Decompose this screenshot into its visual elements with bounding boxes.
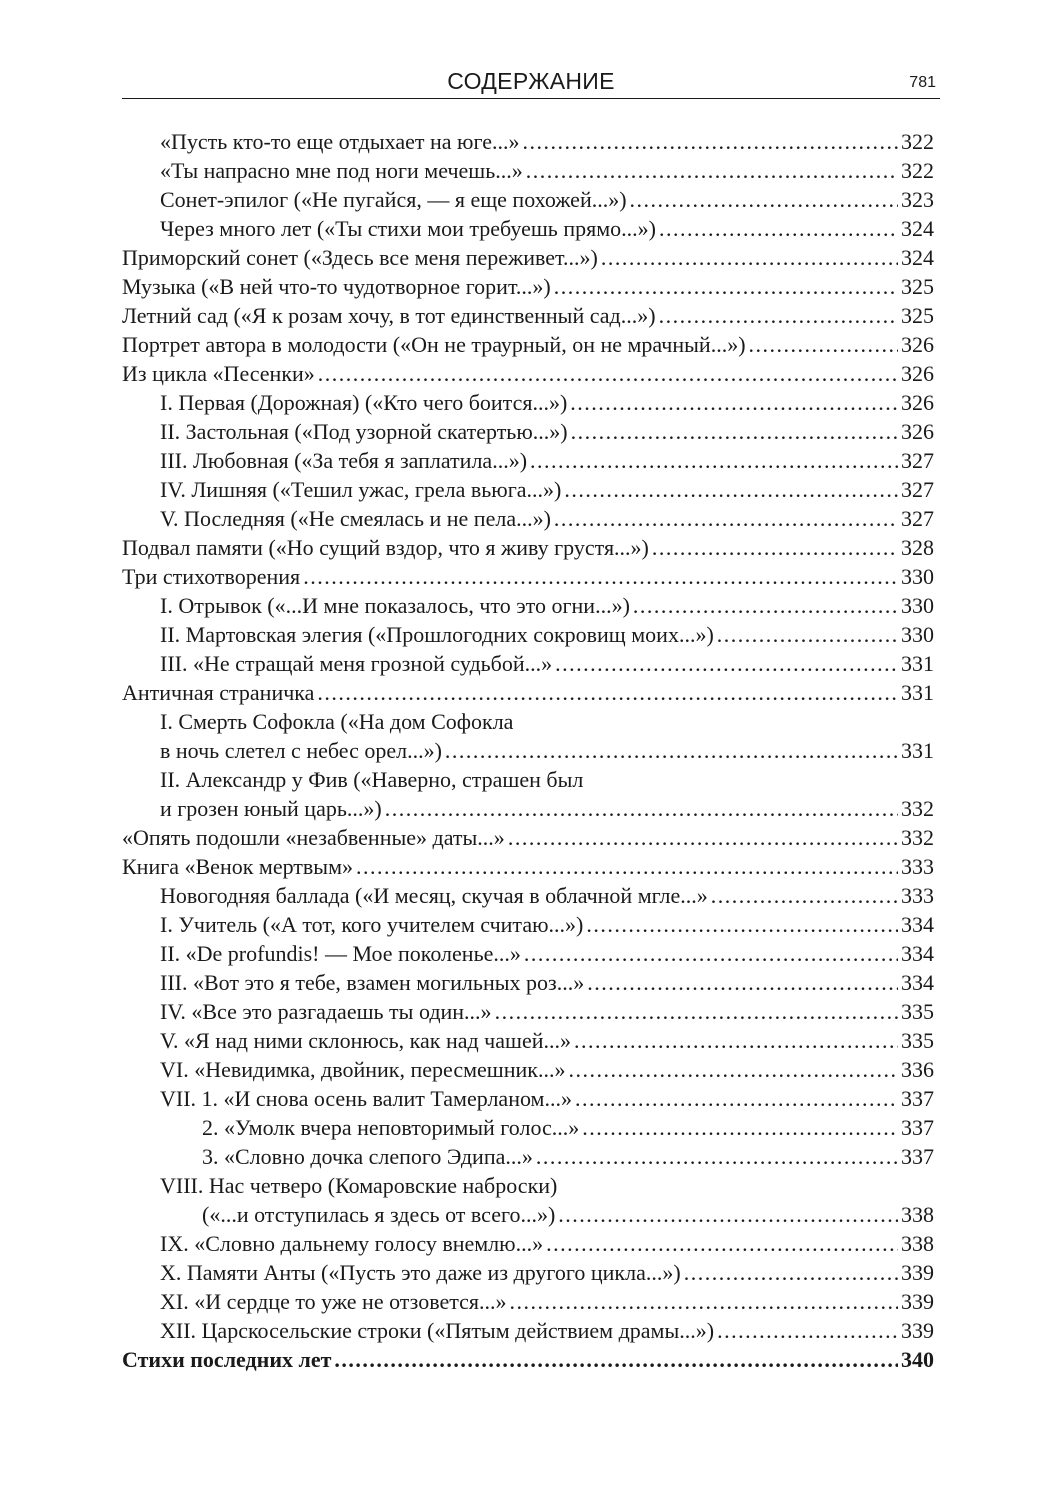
toc-entry-title: Стихи последних лет: [122, 1347, 332, 1372]
toc-entry-page: 339: [901, 1318, 934, 1343]
toc-entry-title: III. «Вот это я тебе, взамен могильных роз...»: [160, 970, 585, 995]
toc-leader-dots: [574, 1026, 898, 1055]
toc-entry-title: III. «Не стращай меня грозной судьбой...»: [160, 651, 553, 676]
toc-entry-page: 337: [901, 1086, 934, 1111]
toc-entry-title: «Пусть кто-то еще отдыхает на юге...»: [160, 129, 520, 154]
toc-entry-page: 340: [901, 1347, 934, 1372]
toc-entry: [122, 794, 934, 823]
toc-entry-page: 331: [901, 680, 934, 705]
toc-entry-title: в ночь слетел с небес орел...»): [160, 738, 442, 763]
toc-leader-dots: [317, 678, 898, 707]
toc-entry: [122, 1287, 934, 1316]
page-number: 781: [909, 74, 936, 91]
toc-entry-page: 324: [901, 216, 934, 241]
toc-entry: [122, 504, 934, 533]
toc-entry-page: 333: [901, 883, 934, 908]
toc-leader-dots: [582, 1113, 898, 1142]
toc-entry-title: Летний сад («Я к розам хочу, в тот единственный сад...»): [122, 303, 656, 328]
toc-entry-page: 326: [901, 332, 934, 357]
toc-entry-page: 335: [901, 1028, 934, 1053]
toc-entry-title: Через много лет («Ты стихи мои требуешь прямо...»): [160, 216, 656, 241]
toc-entry-page: 322: [901, 129, 934, 154]
toc-entry-page: 327: [901, 448, 934, 473]
toc-entry-title: Три стихотворения: [122, 564, 301, 589]
toc-entry: [122, 736, 934, 765]
toc-entry-title: II. Мартовская элегия («Прошлогодних сокровищ моих...»): [160, 622, 714, 647]
toc-entry: [122, 1200, 934, 1229]
toc-entry-page: 331: [901, 651, 934, 676]
toc-entry-page: 339: [901, 1289, 934, 1314]
toc-leader-dots: [749, 330, 898, 359]
toc-entry-page: 330: [901, 593, 934, 618]
toc-entry: [122, 533, 934, 562]
toc-entry: [122, 359, 934, 388]
toc-leader-dots: [575, 1084, 898, 1113]
toc-entry-page: 326: [901, 390, 934, 415]
toc-entry-title: I. Смерть Софокла («На дом Софокла: [160, 709, 514, 734]
toc-entry-page: 333: [901, 854, 934, 879]
page-header: [122, 62, 940, 99]
toc-entry-title: VI. «Невидимка, двойник, пересмешник...»: [160, 1057, 566, 1082]
toc-entry-page: 332: [901, 825, 934, 850]
toc-leader-dots: [495, 997, 898, 1026]
toc-entry-title: «Ты напрасно мне под ноги мечешь...»: [160, 158, 523, 183]
toc-leader-dots: [303, 562, 898, 591]
toc-entry-title: Новогодняя баллада («И месяц, скучая в облачной мгле...»: [160, 883, 708, 908]
toc-leader-dots: [555, 649, 898, 678]
toc-entry: [122, 1113, 934, 1142]
toc-entry-page: 337: [901, 1144, 934, 1169]
toc-entry-page: 326: [901, 419, 934, 444]
toc-leader-dots: [536, 1142, 898, 1171]
toc-entry: [122, 1258, 934, 1287]
toc-leader-dots: [510, 1287, 898, 1316]
toc-entry: [122, 417, 934, 446]
toc-leader-dots: [717, 1316, 898, 1345]
toc-entry: [122, 939, 934, 968]
toc-entry-page: 339: [901, 1260, 934, 1285]
toc-entry: [122, 910, 934, 939]
toc-entry-page: 323: [901, 187, 934, 212]
toc-entry-page: 327: [901, 477, 934, 502]
toc-entry: [122, 562, 934, 591]
toc-entry-page: 324: [901, 245, 934, 270]
toc-entry-page: 326: [901, 361, 934, 386]
toc-entry: [122, 1142, 934, 1171]
toc-leader-dots: [633, 591, 898, 620]
toc-entry-title: VIII. Нас четверо (Комаровские наброски): [160, 1173, 558, 1198]
toc-entry: [122, 707, 934, 736]
toc-entry-page: 338: [901, 1231, 934, 1256]
toc-entry: [122, 620, 934, 649]
toc-entry-title: Из цикла «Песенки»: [122, 361, 315, 386]
table-of-contents: [122, 127, 934, 1374]
toc-entry-page: 334: [901, 912, 934, 937]
toc-entry: [122, 388, 934, 417]
toc-entry-page: 330: [901, 622, 934, 647]
toc-leader-dots: [334, 1345, 898, 1374]
toc-entry: [122, 1316, 934, 1345]
toc-entry-page: 334: [901, 941, 934, 966]
toc-entry-title: II. «De profundis! — Мое поколенье...»: [160, 941, 521, 966]
page-title: СОДЕРЖАНИЕ: [447, 68, 615, 94]
toc-entry-title: VII. 1. «И снова осень валит Тамерланом...»: [160, 1086, 572, 1111]
toc-leader-dots: [601, 243, 898, 272]
toc-entry: [122, 301, 934, 330]
toc-entry-title: Сонет-эпилог («Не пугайся, — я еще похожей...»): [160, 187, 627, 212]
toc-leader-dots: [571, 417, 898, 446]
toc-entry: [122, 1345, 934, 1374]
toc-entry-title: I. Первая (Дорожная) («Кто чего боится...»): [160, 390, 568, 415]
toc-entry-title: «Опять подошли «незабвенные» даты...»: [122, 825, 505, 850]
toc-leader-dots: [587, 968, 898, 997]
toc-entry: [122, 185, 934, 214]
toc-entry-page: 334: [901, 970, 934, 995]
toc-entry: [122, 591, 934, 620]
toc-entry-title: и грозен юный царь...»): [160, 796, 382, 821]
toc-entry: [122, 1084, 934, 1113]
toc-entry-title: 3. «Словно дочка слепого Эдипа...»: [202, 1144, 533, 1169]
toc-entry-title: IX. «Словно дальнему голосу внемлю...»: [160, 1231, 544, 1256]
toc-entry-page: 337: [901, 1115, 934, 1140]
toc-leader-dots: [554, 504, 898, 533]
toc-entry: [122, 446, 934, 475]
toc-entry: [122, 968, 934, 997]
toc-entry-title: («...и отступилась я здесь от всего...»): [202, 1202, 556, 1227]
toc-leader-dots: [546, 1229, 898, 1258]
toc-entry-title: IV. Лишняя («Тешил ужас, грела вьюга...»): [160, 477, 562, 502]
toc-entry-title: Приморский сонет («Здесь все меня переживет...»): [122, 245, 598, 270]
toc-leader-dots: [570, 388, 898, 417]
toc-entry-title: IV. «Все это разгадаешь ты один...»: [160, 999, 492, 1024]
toc-entry: [122, 678, 934, 707]
toc-leader-dots: [558, 1200, 898, 1229]
toc-entry: [122, 1026, 934, 1055]
toc-leader-dots: [659, 214, 898, 243]
toc-leader-dots: [711, 881, 898, 910]
toc-entry-title: V. Последняя («Не смеялась и не пела...»): [160, 506, 551, 531]
toc-entry: [122, 1171, 934, 1200]
toc-entry-page: 335: [901, 999, 934, 1024]
toc-entry: [122, 475, 934, 504]
toc-entry: [122, 1055, 934, 1084]
toc-entry-title: V. «Я над ними склонюсь, как над чашей...»: [160, 1028, 571, 1053]
toc-entry-title: XI. «И сердце то уже не отзовется...»: [160, 1289, 507, 1314]
toc-leader-dots: [652, 533, 898, 562]
toc-entry-title: Подвал памяти («Но сущий вздор, что я живу грустя...»): [122, 535, 649, 560]
toc-leader-dots: [530, 446, 898, 475]
toc-leader-dots: [445, 736, 898, 765]
toc-leader-dots: [508, 823, 898, 852]
toc-entry: [122, 881, 934, 910]
toc-leader-dots: [522, 127, 898, 156]
toc-entry-page: 328: [901, 535, 934, 560]
toc-entry: [122, 156, 934, 185]
toc-leader-dots: [684, 1258, 898, 1287]
toc-entry-page: 330: [901, 564, 934, 589]
toc-entry: [122, 765, 934, 794]
toc-leader-dots: [385, 794, 898, 823]
toc-entry: [122, 243, 934, 272]
toc-entry-title: Античная страничка: [122, 680, 315, 705]
toc-entry-page: 327: [901, 506, 934, 531]
toc-leader-dots: [630, 185, 898, 214]
toc-entry: [122, 330, 934, 359]
toc-leader-dots: [526, 156, 898, 185]
toc-leader-dots: [659, 301, 898, 330]
toc-leader-dots: [586, 910, 898, 939]
toc-entry-page: 338: [901, 1202, 934, 1227]
toc-entry-page: 322: [901, 158, 934, 183]
toc-entry: [122, 852, 934, 881]
toc-entry: [122, 1229, 934, 1258]
toc-entry-page: 332: [901, 796, 934, 821]
toc-entry: [122, 127, 934, 156]
toc-leader-dots: [554, 272, 898, 301]
toc-entry-title: I. Учитель («А тот, кого учителем считаю...»): [160, 912, 584, 937]
toc-entry-page: 325: [901, 303, 934, 328]
toc-entry: [122, 823, 934, 852]
toc-leader-dots: [356, 852, 898, 881]
toc-entry-title: Книга «Венок мертвым»: [122, 854, 354, 879]
toc-leader-dots: [564, 475, 898, 504]
toc-entry: [122, 997, 934, 1026]
toc-leader-dots: [568, 1055, 898, 1084]
toc-leader-dots: [717, 620, 898, 649]
toc-leader-dots: [524, 939, 898, 968]
toc-entry-title: XII. Царскосельские строки («Пятым действием драмы...»): [160, 1318, 715, 1343]
toc-entry-page: 325: [901, 274, 934, 299]
toc-entry-title: III. Любовная («За тебя я заплатила...»): [160, 448, 528, 473]
toc-entry-title: Музыка («В ней что-то чудотворное горит...»): [122, 274, 551, 299]
toc-entry-title: Портрет автора в молодости («Он не траурный, он не мрачный...»): [122, 332, 746, 357]
toc-leader-dots: [318, 359, 898, 388]
toc-entry-page: 331: [901, 738, 934, 763]
toc-entry: [122, 272, 934, 301]
toc-entry-title: 2. «Умолк вчера неповторимый голос...»: [202, 1115, 580, 1140]
toc-entry-title: II. Александр у Фив («Наверно, страшен был: [160, 767, 584, 792]
toc-entry-title: I. Отрывок («...И мне показалось, что это огни...»): [160, 593, 630, 618]
toc-entry: [122, 649, 934, 678]
toc-entry-title: II. Застольная («Под узорной скатертью...»): [160, 419, 568, 444]
toc-entry-page: 336: [901, 1057, 934, 1082]
toc-entry: [122, 214, 934, 243]
toc-entry-title: X. Памяти Анты («Пусть это даже из другого цикла...»): [160, 1260, 681, 1285]
